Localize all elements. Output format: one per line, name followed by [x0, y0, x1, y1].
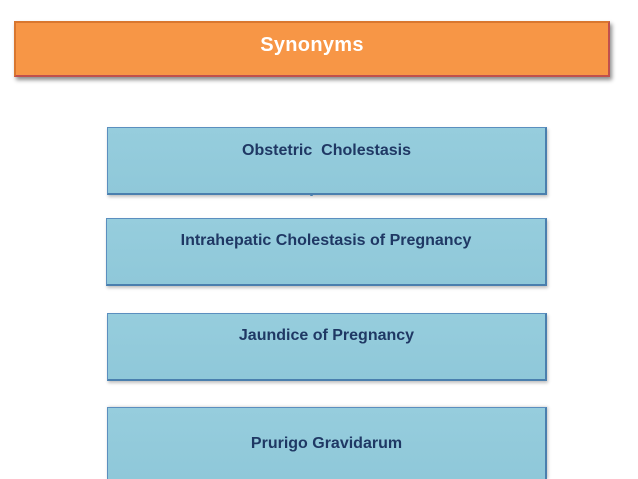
synonym-box-prurigo-gravidarum [107, 407, 547, 479]
synonym-box-obstetric-cholestasis [107, 127, 547, 195]
synonym-box-jaundice-of-pregnancy [107, 313, 547, 381]
synonym-label: Prurigo Gravidarum [250, 435, 403, 452]
synonym-label: Jaundice of Pregnancy [238, 327, 415, 344]
synonym-label: Obstetric Cholestasis [242, 142, 411, 159]
header-banner [14, 21, 610, 77]
synonym-label: Intrahepatic Cholestasis of Pregnancy [180, 232, 472, 249]
synonym-box-intrahepatic-cholestasis [106, 218, 547, 286]
page-title: Synonyms [260, 33, 364, 56]
small-marker [310, 193, 313, 196]
